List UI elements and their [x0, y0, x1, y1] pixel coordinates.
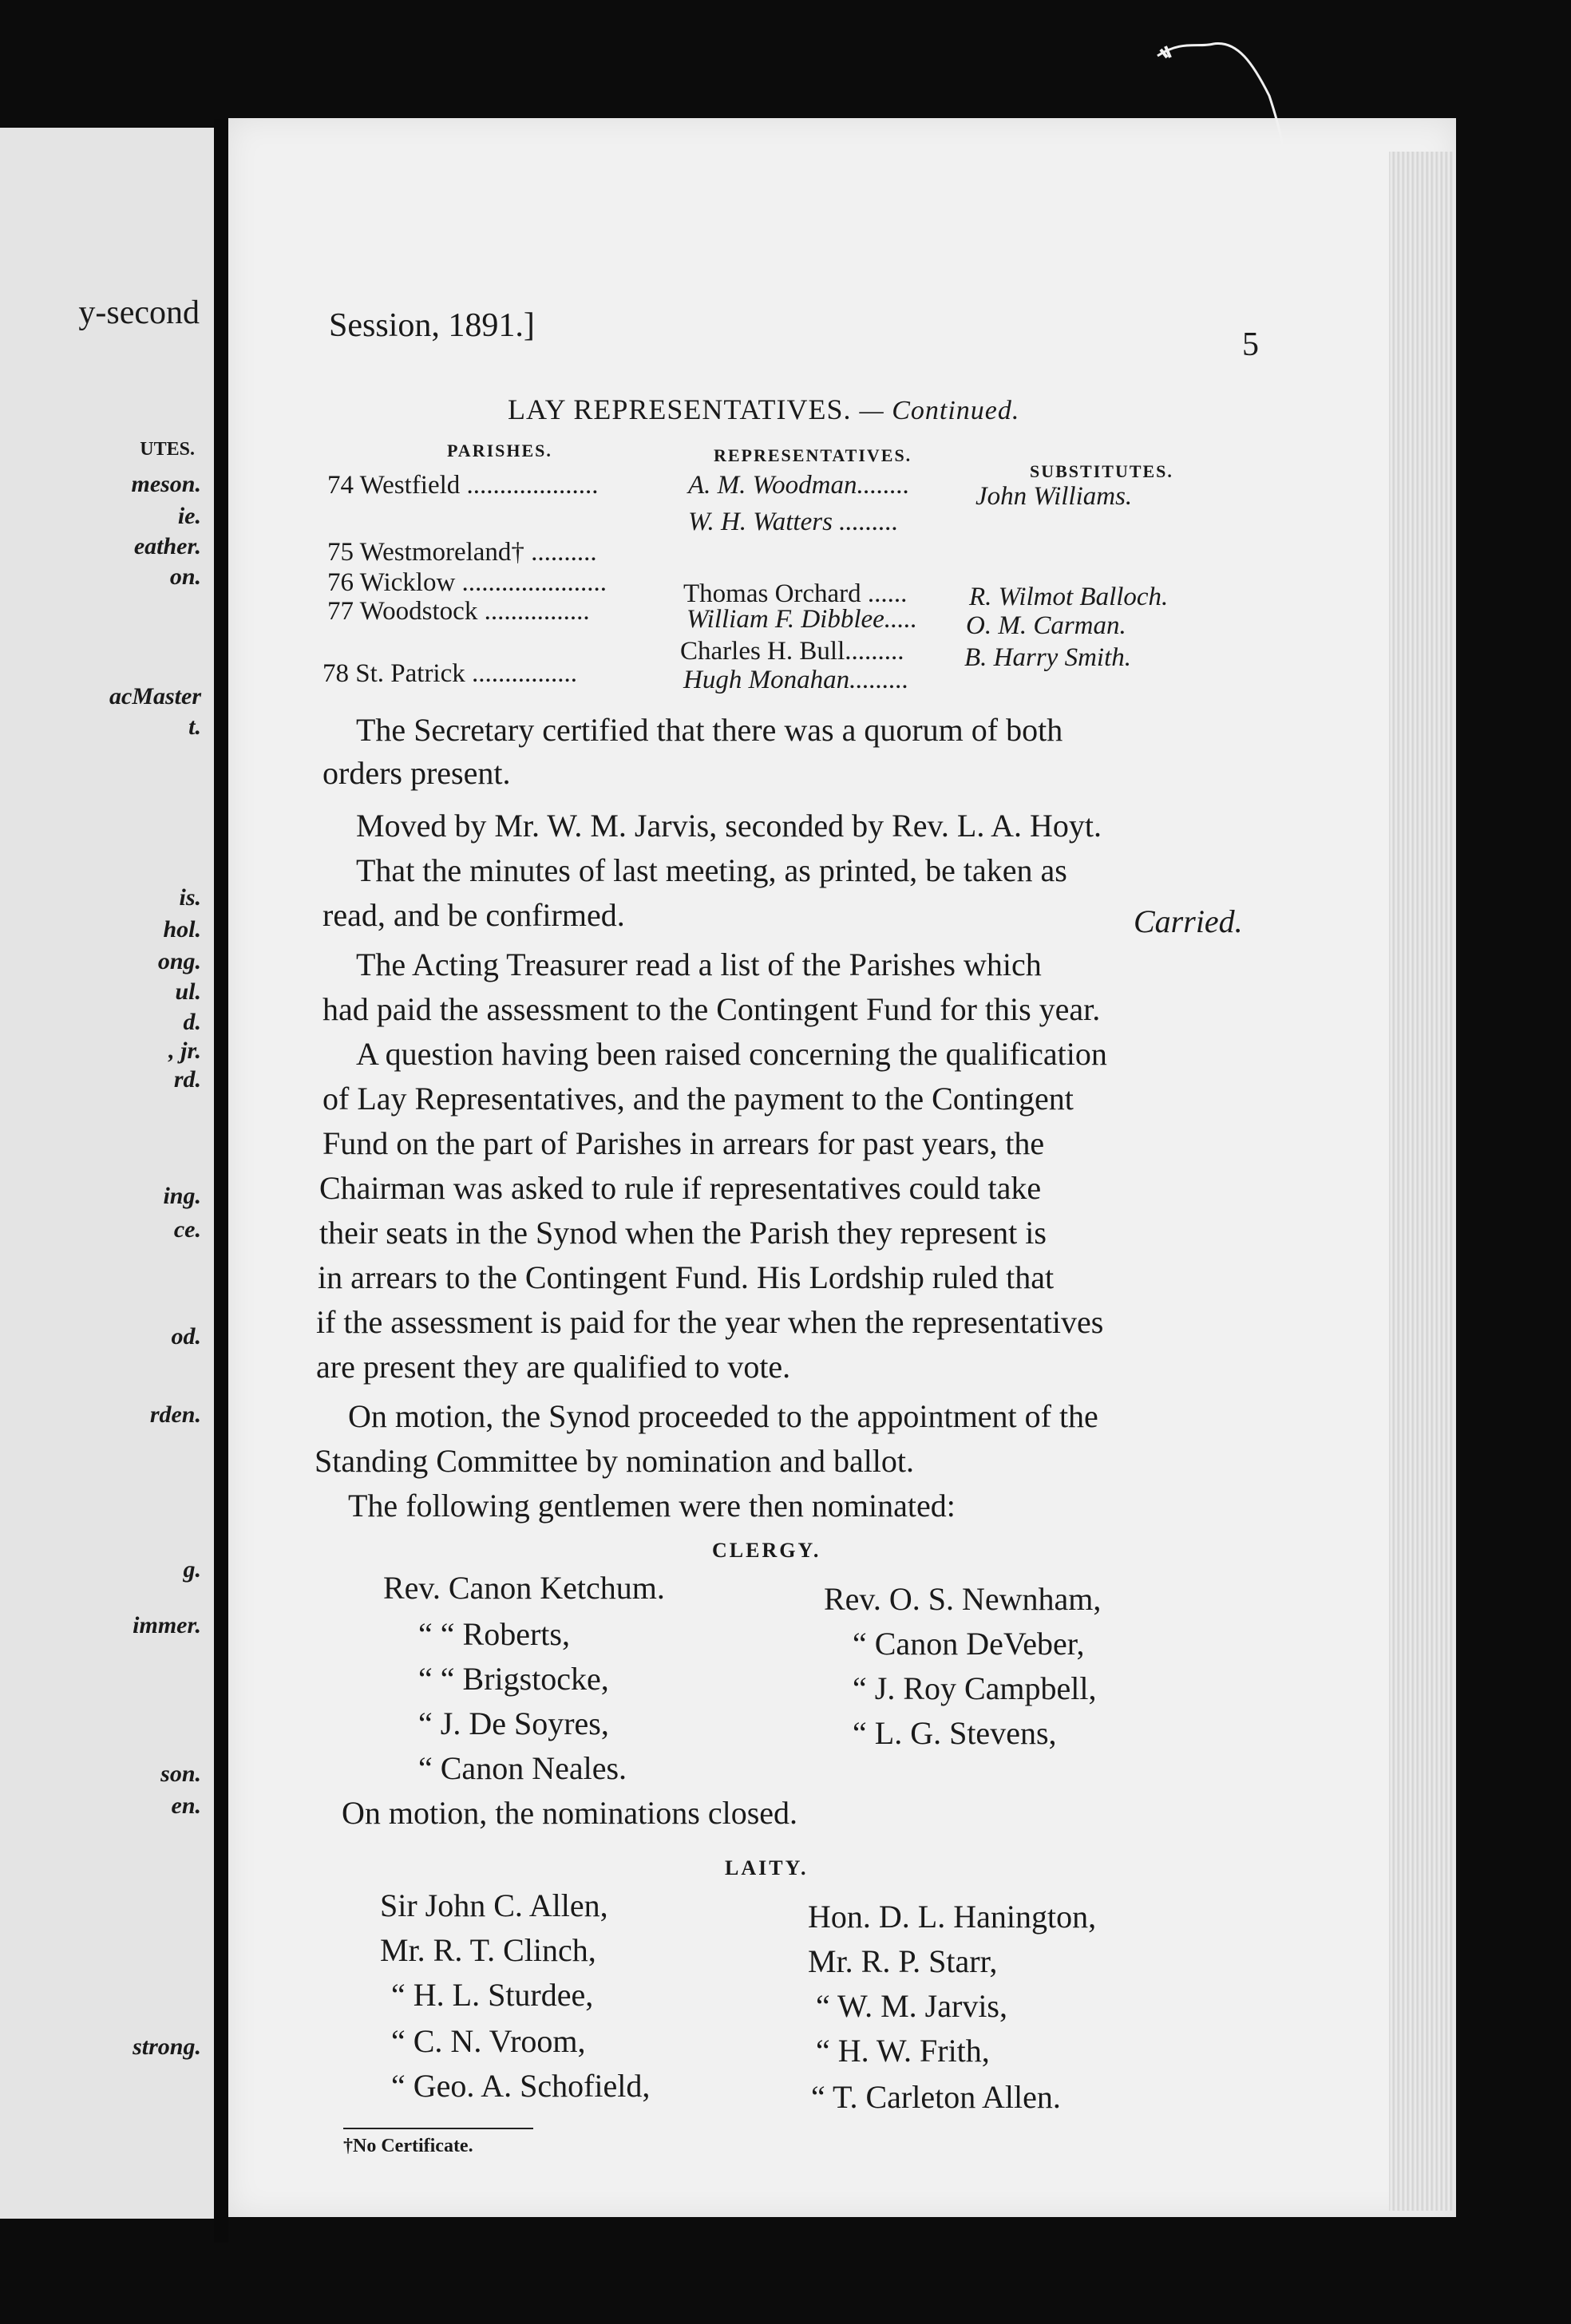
paragraph-line: On motion, the Synod proceeded to the appointment of the	[348, 1398, 1098, 1434]
paragraph-line: of Lay Representatives, and the payment to the Contingent	[323, 1081, 1074, 1117]
clergy-nominee: “ J. Roy Campbell,	[853, 1670, 1097, 1706]
laity-heading: LAITY.	[725, 1856, 809, 1879]
left-fragment: ce.	[173, 1216, 201, 1243]
page-edges	[1389, 152, 1453, 2211]
parish-cell: 77 Woodstock ................	[327, 597, 590, 626]
left-fragment: ie.	[177, 503, 201, 529]
representative-cell: Hugh Monahan.........	[683, 666, 909, 694]
representative-cell: Thomas Orchard ......	[683, 579, 908, 608]
representative-cell: A. M. Woodman........	[688, 471, 910, 500]
parish-cell: 75 Westmoreland† ..........	[327, 538, 597, 567]
laity-nominee: Hon. D. L. Hanington,	[808, 1899, 1097, 1935]
carried-note: Carried.	[1134, 903, 1243, 939]
paragraph-line: if the assessment is paid for the year when the representatives	[316, 1304, 1104, 1340]
footnote-rule	[343, 2128, 533, 2129]
substitute-cell: B. Harry Smith.	[964, 643, 1131, 672]
parish-cell: 74 Westfield ....................	[327, 471, 599, 500]
left-fragment: strong.	[133, 2034, 201, 2060]
left-fragment: meson.	[131, 471, 201, 497]
left-fragment: rden.	[149, 1401, 201, 1428]
background-edge	[1456, 118, 1571, 2324]
parish-cell: 78 St. Patrick ................	[323, 659, 577, 688]
left-fragment: ing.	[163, 1183, 201, 1209]
running-head: Session, 1891.]	[329, 307, 535, 344]
laity-nominee: Sir John C. Allen,	[380, 1887, 608, 1923]
column-header-substitutes: SUBSTITUTES.	[1030, 461, 1173, 481]
table-title-suffix: — Continued.	[859, 396, 1020, 425]
parish-cell: 76 Wicklow ......................	[327, 568, 607, 597]
paragraph-line: The Acting Treasurer read a list of the Parishes which	[356, 947, 1042, 982]
substitute-cell: O. M. Carman.	[966, 611, 1126, 640]
nominations-closed-line: On motion, the nominations closed.	[342, 1795, 798, 1831]
left-page-header: y-second	[78, 294, 200, 331]
paragraph-line: A question having been raised concerning the qualification	[356, 1036, 1107, 1072]
left-fragment: rd.	[173, 1066, 201, 1093]
substitute-cell: John Williams.	[975, 482, 1133, 511]
left-fragment: is.	[179, 884, 201, 911]
clergy-heading: CLERGY.	[712, 1539, 821, 1562]
left-fragment: od.	[171, 1323, 201, 1350]
left-fragment: en.	[171, 1792, 201, 1819]
paragraph-line: in arrears to the Contingent Fund. His Lordship ruled that	[318, 1259, 1055, 1295]
previous-page-fragment	[0, 128, 214, 2219]
clergy-nominee: “ “ Brigstocke,	[418, 1661, 609, 1697]
left-fragment: ul.	[175, 978, 201, 1005]
left-fragment: acMaster	[109, 683, 201, 709]
left-fragment: hol.	[163, 916, 201, 943]
clergy-nominee: “ L. G. Stevens,	[853, 1715, 1057, 1751]
column-header-parishes: PARISHES.	[447, 441, 552, 460]
left-fragment: immer.	[133, 1612, 201, 1638]
representative-cell: William F. Dibblee.....	[687, 605, 918, 634]
laity-nominee: Mr. R. P. Starr,	[808, 1943, 998, 1979]
left-fragment: on.	[169, 563, 201, 590]
paragraph-line: orders present.	[323, 755, 511, 791]
paragraph-line: Moved by Mr. W. M. Jarvis, seconded by Rev. L. A. Hoyt.	[356, 808, 1102, 844]
left-fragment: d.	[183, 1009, 201, 1035]
paragraph-line: The following gentlemen were then nominated:	[348, 1488, 956, 1524]
left-fragment: t.	[188, 713, 201, 740]
laity-nominee: Mr. R. T. Clinch,	[380, 1932, 596, 1968]
left-fragment: ong.	[157, 948, 201, 974]
left-fragment: , jr.	[168, 1038, 201, 1064]
paragraph-line: Standing Committee by nomination and ballot.	[315, 1443, 915, 1479]
clergy-nominee: “ Canon DeVeber,	[853, 1626, 1085, 1662]
laity-nominee: “ H. L. Sturdee,	[391, 1977, 594, 2013]
column-header-representatives: REPRESENTATIVES.	[714, 445, 912, 465]
paragraph-line: The Secretary certified that there was a quorum of both	[356, 712, 1063, 748]
laity-nominee: “ Geo. A. Schofield,	[391, 2068, 651, 2104]
left-fragment: eather.	[133, 533, 201, 559]
representative-cell: W. H. Watters .........	[688, 508, 899, 536]
left-page-column-head: UTES.	[140, 439, 195, 460]
clergy-nominee: Rev. O. S. Newnham,	[824, 1581, 1102, 1617]
representative-cell: Charles H. Bull.........	[680, 637, 904, 666]
clergy-nominee: “ Canon Neales.	[418, 1750, 627, 1786]
scan-smudge-mark	[1150, 32, 1325, 160]
paragraph-line: That the minutes of last meeting, as printed, be taken as	[356, 852, 1067, 888]
laity-nominee: “ H. W. Frith,	[816, 2033, 990, 2069]
paragraph-line: their seats in the Synod when the Parish they represent is	[319, 1215, 1047, 1251]
substitute-cell: R. Wilmot Balloch.	[969, 583, 1169, 611]
table-title	[508, 393, 1019, 426]
book-gutter	[214, 120, 228, 2243]
left-fragment: son.	[160, 1761, 201, 1787]
paragraph-line: are present they are qualified to vote.	[316, 1349, 791, 1385]
clergy-nominee: “ “ Roberts,	[418, 1616, 570, 1652]
footnote: †No Certificate.	[343, 2136, 473, 2156]
page-number: 5	[1242, 326, 1259, 363]
laity-nominee: “ C. N. Vroom,	[391, 2023, 586, 2059]
paragraph-line: Chairman was asked to rule if representatives could take	[319, 1170, 1042, 1206]
laity-nominee: “ W. M. Jarvis,	[816, 1988, 1007, 2024]
clergy-nominee: Rev. Canon Ketchum.	[383, 1570, 665, 1606]
paragraph-line: Fund on the part of Parishes in arrears for past years, the	[323, 1125, 1045, 1161]
paragraph-line: read, and be confirmed.	[323, 897, 625, 933]
paragraph-line: had paid the assessment to the Contingent Fund for this year.	[323, 991, 1101, 1027]
left-fragment: g.	[183, 1556, 201, 1583]
laity-nominee: “ T. Carleton Allen.	[811, 2079, 1061, 2115]
clergy-nominee: “ J. De Soyres,	[418, 1705, 609, 1741]
table-title-text: LAY REPRESENTATIVES.	[508, 393, 852, 425]
